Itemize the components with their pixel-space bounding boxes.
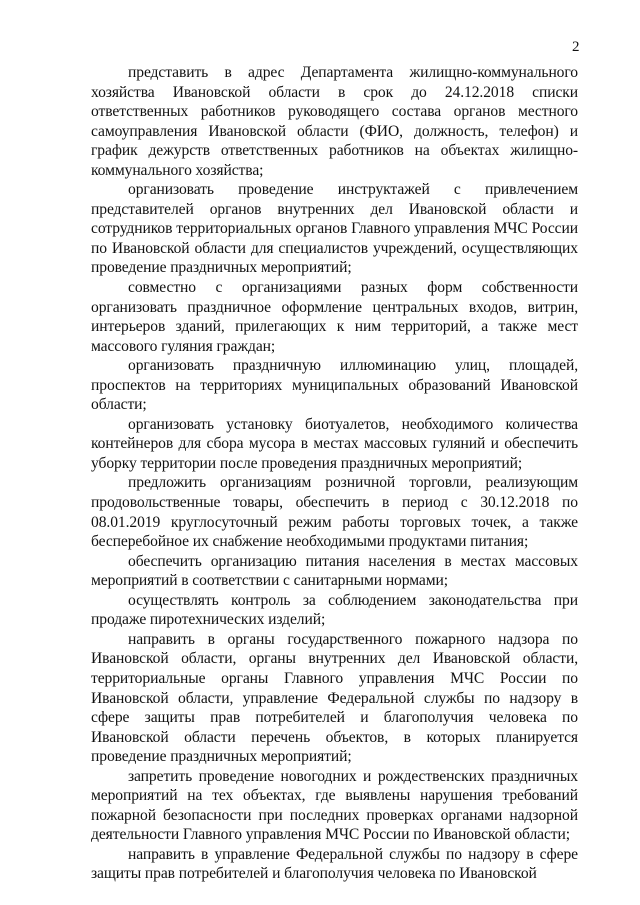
paragraph-4: организовать праздничную иллюминацию улиц, площадей, проспектов на территориях муниципальных образований Ивановской области; [91, 357, 578, 414]
paragraph-11: направить в управление Федеральной службы по надзору в сфере защиты прав потребителей и благополучия человека по Ивановской [91, 845, 578, 883]
page-number: 2 [572, 39, 580, 55]
paragraph-5: организовать установку биотуалетов, необходимого количества контейнеров для сбора мусора в местах массовых гуляний и обеспечить уборку территории после проведения праздничных мероприятий; [91, 415, 578, 472]
document-body [91, 63, 578, 884]
paragraph-6: предложить организациям розничной торговли, реализующим продовольственные товары, обеспечить в период с 30.12.2018 по 08.01.2019 круглосуточный режим работы торговых точек, а также бесперебойное их снабжение необходимыми продуктами питания; [91, 474, 578, 551]
paragraph-8: осуществлять контроль за соблюдением законодательства при продаже пиротехнических изделий; [91, 591, 578, 629]
paragraph-3: совместно с организациями разных форм собственности организовать праздничное оформление центральных входов, витрин, интерьеров зданий, прилегающих к ним территорий, а также мест массового гуляния граждан; [91, 279, 578, 355]
paragraph-9: направить в органы государственного пожарного надзора по Ивановской области, органы внутренних дел Ивановской области, территориальные органы Главного управления МЧС России по Ивановской области, управление Федеральной службы по надзору в сфере защиты прав потребителей и благополучия человека по Ивановской области перечень объектов, в которых планируется проведение праздничных мероприятий; [91, 630, 578, 766]
paragraph-2: организовать проведение инструктажей с привлечением представителей органов внутренних дел Ивановской области и сотрудников территориальных органов Главного управления МЧС России по Ивановской области для специалистов учреждений, осуществляющих проведение праздничных мероприятий; [91, 181, 578, 277]
paragraph-7: обеспечить организацию питания населения в местах массовых мероприятий в соответствии с санитарными нормами; [91, 552, 578, 590]
paragraph-1: представить в адрес Департамента жилищно-коммунального хозяйства Ивановской области в срок до 24.12.2018 списки ответственных работников руководящего состава органов местного самоуправления Ивановской области (ФИО, должность, телефон) и график дежурств ответственных работников на объектах жилищно-коммунального хозяйства; [91, 64, 578, 179]
paragraph-10: запретить проведение новогодних и рождественских праздничных мероприятий на тех объектах, где выявлены нарушения требований пожарной безопасности при последних проверках органами надзорной деятельности Главного управления МЧС России по Ивановской области; [91, 767, 578, 844]
